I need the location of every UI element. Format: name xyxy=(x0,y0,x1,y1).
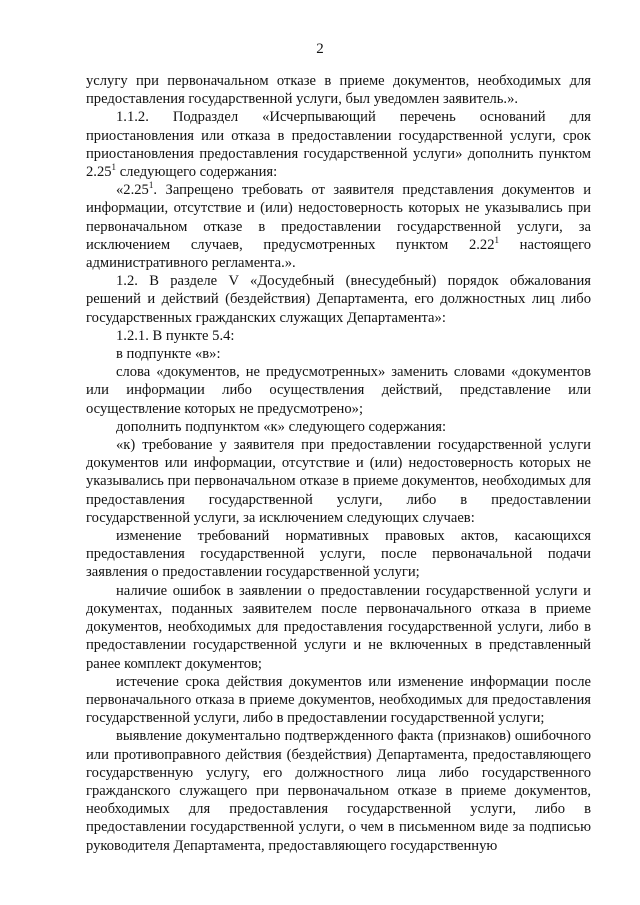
paragraph: услугу при первоначальном отказе в приеме документов, необходимых для предоставления государственной услуги, был уведомлен заявитель.». xyxy=(86,73,591,108)
superscript: 1 xyxy=(111,162,117,173)
paragraph: в подпункте «в»: xyxy=(116,346,221,363)
paragraph: изменение требований нормативных правовых актов, касающихся предоставления государственной услуги, после первоначальной подачи заявления о предоставлении государственной услуги; xyxy=(86,528,591,581)
paragraph: дополнить подпунктом «к» следующего содержания: xyxy=(116,418,447,435)
page-number: 2 xyxy=(316,41,324,57)
paragraph-text: 1.1.2. Подраздел «Исчерпывающий перечень оснований для приостановления или отказа в предоставлении государственной услуги, срок приостановления предоставления государственной услуги» дополнить пунктом 2.25 xyxy=(86,109,591,181)
paragraph: «к) требование у заявителя при предоставлении государственной услуги документов или информации, отсутствие и (или) недостоверность которых не указывались при первоначальном отказе в приеме документов, необходимых для предоставления государственной услуги, либо в предоставлении государственной услуги, за исключением следующих случаев: xyxy=(86,437,591,526)
paragraph xyxy=(86,181,591,272)
superscript: 1 xyxy=(148,180,154,191)
paragraph: истечение срока действия документов или изменение информации после первоначального отказа в приеме документов, необходимых для предоставления государственной услуги, либо в предоставлении государственной услуги; xyxy=(86,673,591,727)
paragraph: 1.2. В разделе V «Досудебный (внесудебный) порядок обжалования решений и действий (бездействия) Департамента, его должностных лиц либо государственных гражданских служащих Департамента»: xyxy=(86,273,591,326)
paragraph xyxy=(86,108,591,181)
paragraph: 1.2.1. В пункте 5.4: xyxy=(116,327,235,344)
paragraph-text: следующего содержания: xyxy=(116,164,278,181)
paragraph-text: «2.25 xyxy=(116,182,149,199)
paragraph-text: . Запрещено требовать от заявителя представления документов и информации, отсутствие и (или) недостоверность которых не указывались при первоначальном отказе в предоставлении государственной услуги, за исключением случаев, предусмотренных пунктом 2.22 xyxy=(86,182,591,253)
document-body xyxy=(86,72,591,855)
paragraph: слова «документов, не предусмотренных» заменить словами «документов или информации либо осуществления действий, представление или осуществление которых не предусмотрено»; xyxy=(86,364,591,417)
paragraph-text: настоящего административного регламента.». xyxy=(86,236,592,272)
paragraph: выявление документально подтвержденного факта (признаков) ошибочного или противоправного действия (бездействия) Департамента, предоставляющего государственную услугу, его должностного лица либо государственного гражданского служащего при первоначальном отказе в приеме документов, необходимых для предоставления государственной услуги, либо в предоставлении государственной услуги, о чем в письменном виде за подписью руководителя Департамента, предоставляющего государственную xyxy=(86,728,591,854)
paragraph: наличие ошибок в заявлении о предоставлении государственной услуги и документах, поданных заявителем после первоначального отказа в приеме документов, необходимых для предоставления государственной услуги, либо в предоставлении государственной услуги и не включенных в представленный ранее комплект документов; xyxy=(86,582,591,672)
superscript: 1 xyxy=(494,234,500,245)
